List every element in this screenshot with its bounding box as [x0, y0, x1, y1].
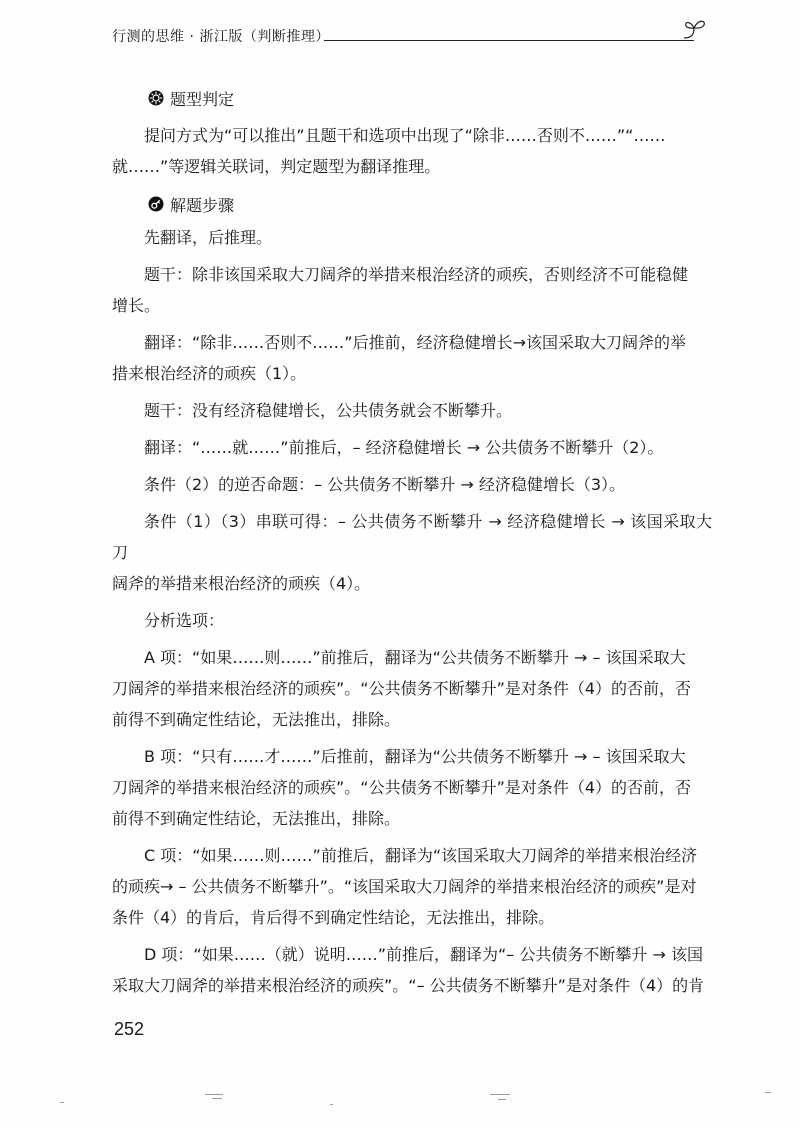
text-line: B 项：“只有……才……”后推前，翻译为“公共债务不断攀升 → – 该国采取大: [144, 747, 686, 766]
paragraph: [112, 395, 712, 426]
text-line: 措来根治经济的顽疾（1）。: [112, 364, 307, 383]
text-line: 题干：没有经济稳健增长，公共债务就会不断攀升。: [144, 401, 513, 420]
text-line: 就……”等逻辑关联词，判定题型为翻译推理。: [112, 157, 441, 176]
text-line: 题干：除非该国采取大刀阔斧的举措来根治经济的顽疾，否则经济不可能稳健: [144, 265, 689, 284]
section-heading-solving-steps: [112, 192, 712, 216]
paragraph-option-b: [112, 741, 712, 834]
text-line: 前得不到确定性结论，无法推出，排除。: [112, 809, 401, 828]
text-line: 先翻译，后推理。: [144, 228, 273, 247]
text-line: 分析选项：: [144, 611, 225, 630]
text-line: 前得不到确定性结论，无法推出，排除。: [112, 710, 401, 729]
paragraph: [112, 605, 712, 636]
paragraph: [112, 327, 712, 389]
paragraph-option-c: [112, 840, 712, 933]
text-line: C 项：“如果……则……”前推后，翻译为“该国采取大刀阔斧的举措来根治经济: [144, 846, 698, 865]
paragraph-option-d: [112, 939, 712, 1001]
section-heading-label: 题型判定: [170, 89, 235, 109]
text-line: 刀阔斧的举措来根治经济的顽疾”。“公共债务不断攀升”是对条件（4）的否前，否: [112, 778, 692, 797]
text-line: 刀阔斧的举措来根治经济的顽疾”。“公共债务不断攀升”是对条件（4）的否前，否: [112, 679, 692, 698]
text-line: 条件（2）的逆否命题：– 公共债务不断攀升 → 经济稳健增长（3）。: [144, 475, 626, 494]
text-line: 条件（1）（3）串联可得：– 公共债务不断攀升 → 经济稳健增长 → 该国采取大刀: [112, 512, 712, 562]
text-line: 采取大刀阔斧的举措来根治经济的顽疾”。“– 公共债务不断攀升”是对条件（4）的肯: [112, 976, 705, 995]
text-line: 阔斧的举措来根治经济的顽疾（4）。: [112, 574, 371, 593]
text-line: 的顽疾→ – 公共债务不断攀升”。“该国采取大刀阔斧的举措来根治经济的顽疾”是对: [112, 877, 697, 896]
running-header: [112, 24, 710, 50]
page-content: [112, 86, 712, 1001]
text-line: 增长。: [112, 296, 161, 315]
paragraph-option-a: [112, 642, 712, 735]
text-line: A 项：“如果……则……”前推后，翻译为“公共债务不断攀升 → – 该国采取大: [144, 648, 686, 667]
paragraph: [112, 259, 712, 321]
sun-gear-icon: [148, 90, 164, 106]
text-line: 翻译：“除非……否则不……”后推前，经济稳健增长→该国采取大刀阔斧的举: [144, 333, 686, 352]
header-rule: [324, 40, 694, 41]
text-line: 翻译：“……就……”前推后，– 经济稳健增长 → 公共债务不断攀升（2）。: [144, 438, 664, 457]
key-icon: [148, 196, 164, 212]
section-heading-type-judgement: [112, 86, 712, 110]
text-line: 条件（4）的肯后，肯后得不到确定性结论，无法推出，排除。: [112, 908, 555, 927]
section-heading-label: 解题步骤: [170, 195, 235, 215]
page-number: 252: [114, 1019, 145, 1039]
running-header-title: 行测的思维 · 浙江版（判断推理）: [112, 29, 330, 45]
text-line: 提问方式为“可以推出”且题干和选项中出现了“除非……否则不……”“……: [144, 126, 666, 145]
paragraph: [112, 469, 712, 500]
text-line: D 项：“如果……（就）说明……”前推后，翻译为“– 公共债务不断攀升 → 该国: [144, 945, 703, 964]
sprout-icon: [680, 16, 710, 46]
paragraph: [112, 432, 712, 463]
paragraph: [112, 222, 712, 253]
paragraph: [112, 120, 712, 182]
scan-specks: [0, 1080, 800, 1120]
paragraph: [112, 506, 712, 599]
